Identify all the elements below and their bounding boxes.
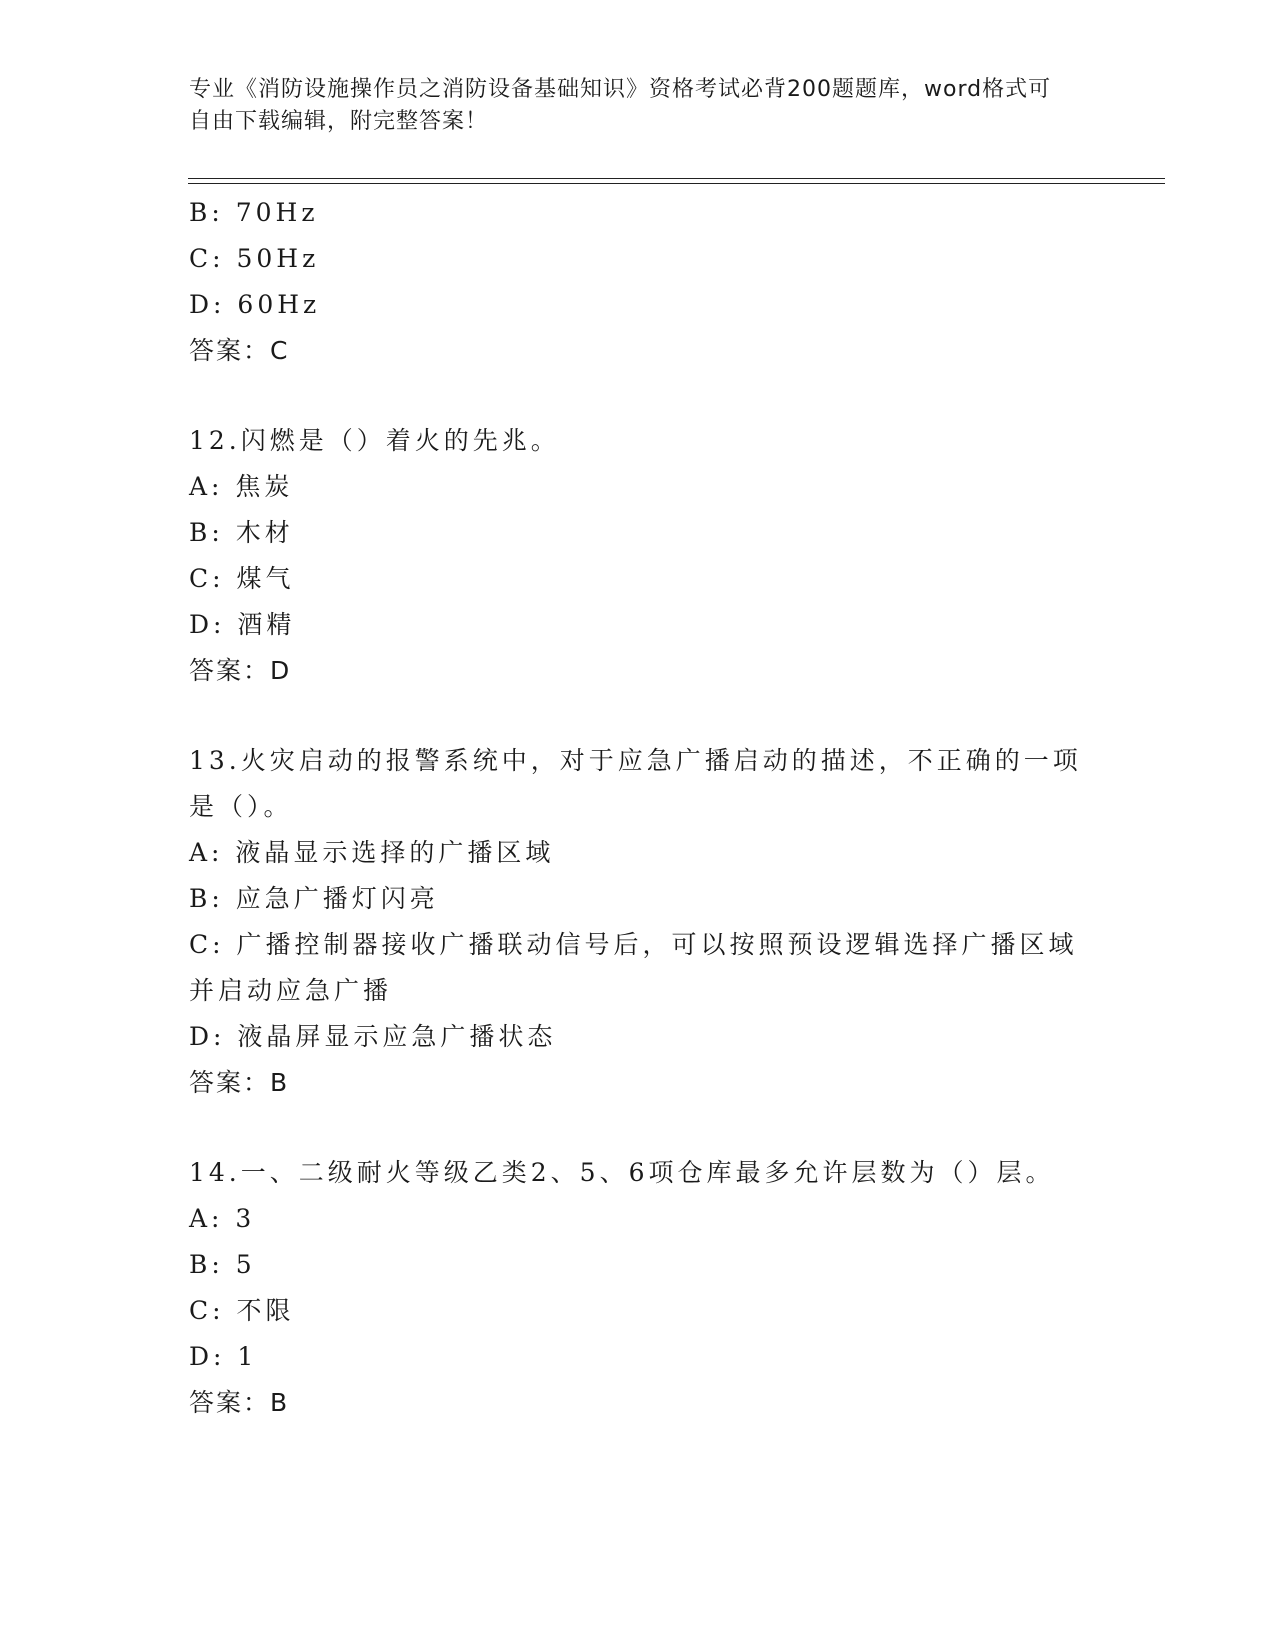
option-c: C: 广播控制器接收广播联动信号后，可以按照预设逻辑选择广播区域并启动应急广播 xyxy=(189,930,1078,1005)
question-12 xyxy=(189,418,1089,694)
option-a: A: 焦炭 xyxy=(189,472,294,501)
question-11-carryover xyxy=(189,190,1089,374)
option-d: D: 液晶屏显示应急广播状态 xyxy=(189,1022,557,1051)
document-header: 专业《消防设施操作员之消防设备基础知识》资格考试必背200题题库，word格式可自由下载编辑，附完整答案！ xyxy=(189,77,1052,134)
option-d: D: 60Hz xyxy=(189,290,321,319)
answer-line: 答案：D xyxy=(189,656,292,685)
option-d: D: 酒精 xyxy=(189,610,296,639)
answer-line: 答案：C xyxy=(189,336,290,365)
option-b: B: 应急广播灯闪亮 xyxy=(189,884,439,913)
option-a: A: 液晶显示选择的广播区域 xyxy=(189,838,555,867)
spacer xyxy=(189,374,1089,418)
option-b: B: 5 xyxy=(189,1250,256,1279)
question-13 xyxy=(189,738,1089,1106)
header-rule-top xyxy=(188,178,1165,179)
question-text: 12.闪燃是（）着火的先兆。 xyxy=(189,426,560,455)
option-c: C: 不限 xyxy=(189,1296,295,1325)
question-14 xyxy=(189,1150,1089,1426)
spacer xyxy=(189,694,1089,738)
question-text: 14.一、二级耐火等级乙类2、5、6项仓库最多允许层数为（）层。 xyxy=(189,1158,1055,1187)
answer-line: 答案：B xyxy=(189,1068,290,1097)
answer-line: 答案：B xyxy=(189,1388,290,1417)
question-content xyxy=(189,190,1089,1426)
spacer xyxy=(189,1106,1089,1150)
option-a: A: 3 xyxy=(189,1204,256,1233)
option-b: B: 70Hz xyxy=(189,198,319,227)
option-d: D: 1 xyxy=(189,1342,258,1371)
option-b: B: 木材 xyxy=(189,518,294,547)
header-rule-bottom xyxy=(188,183,1165,184)
question-text: 13.火灾启动的报警系统中，对于应急广播启动的描述，不正确的一项是（）。 xyxy=(189,746,1082,821)
option-c: C: 50Hz xyxy=(189,244,320,273)
option-c: C: 煤气 xyxy=(189,564,295,593)
